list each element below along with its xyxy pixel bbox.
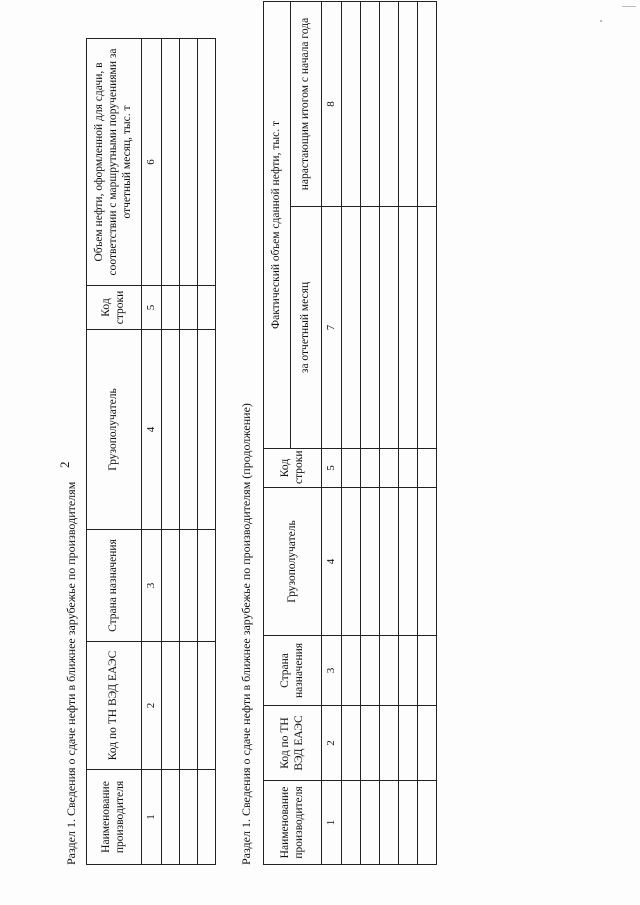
section1-caption: Раздел 1. Сведения о сдаче нефти в ближнее зарубежье по производителям bbox=[64, 481, 78, 865]
col-header-country: Страна назначения bbox=[87, 530, 142, 642]
col-number: 4 bbox=[322, 488, 342, 636]
table-row bbox=[380, 2, 399, 865]
col-number: 3 bbox=[322, 636, 342, 706]
col-number: 1 bbox=[142, 770, 162, 865]
col-header-actual-volume: Фактический объем сданной нефти, тыс. т bbox=[264, 2, 291, 449]
section2-caption: Раздел 1. Сведения о сдаче нефти в ближнее зарубежье по производителям (продолжение) bbox=[239, 403, 253, 865]
col-number: 1 bbox=[322, 781, 342, 865]
column-number-row bbox=[142, 39, 162, 865]
table-row bbox=[361, 2, 380, 865]
section1-table bbox=[86, 38, 216, 865]
col-header-ytd: нарастающим итогом с начала года bbox=[291, 2, 322, 207]
col-number: 3 bbox=[142, 530, 162, 642]
col-header-consignee: Грузополучатель bbox=[87, 330, 142, 530]
column-number-row bbox=[322, 2, 342, 865]
col-header-consignee: Грузополучатель bbox=[264, 488, 322, 636]
scan-speck bbox=[622, 6, 636, 7]
col-header-country: Страна назначения bbox=[264, 636, 322, 706]
table-header-row bbox=[264, 2, 291, 865]
col-number: 2 bbox=[322, 706, 342, 781]
table-row bbox=[198, 39, 216, 865]
col-number: 5 bbox=[142, 286, 162, 330]
col-number: 8 bbox=[322, 2, 342, 207]
col-number: 7 bbox=[322, 207, 342, 449]
col-header-volume: Объем нефти, оформленной для сдачи, в соответствии с маршрутными поручениями за отчетный месяц, тыс. т bbox=[87, 39, 142, 286]
col-header-producer: Наименование производителя bbox=[264, 781, 322, 865]
col-number: 6 bbox=[142, 39, 162, 286]
table-row bbox=[418, 2, 437, 865]
table-row bbox=[180, 39, 198, 865]
table-header-row bbox=[87, 39, 142, 865]
col-header-tnved-code: Код по ТН ВЭД ЕАЭС bbox=[87, 642, 142, 770]
table-row bbox=[399, 2, 418, 865]
col-header-month: за отчетный месяц bbox=[291, 207, 322, 449]
col-header-tnved-code: Код по ТН ВЭД ЕАЭС bbox=[264, 706, 322, 781]
table-row bbox=[162, 39, 180, 865]
col-header-row-code: Код строки bbox=[87, 286, 142, 330]
col-header-producer: Наименование производителя bbox=[87, 770, 142, 865]
col-number: 4 bbox=[142, 330, 162, 530]
scan-speck bbox=[600, 20, 602, 22]
page-number: 2 bbox=[57, 461, 72, 468]
col-number: 5 bbox=[322, 449, 342, 488]
section2-table bbox=[263, 1, 437, 865]
col-number: 2 bbox=[142, 642, 162, 770]
table-row bbox=[342, 2, 361, 865]
col-header-row-code: Код строки bbox=[264, 449, 322, 488]
